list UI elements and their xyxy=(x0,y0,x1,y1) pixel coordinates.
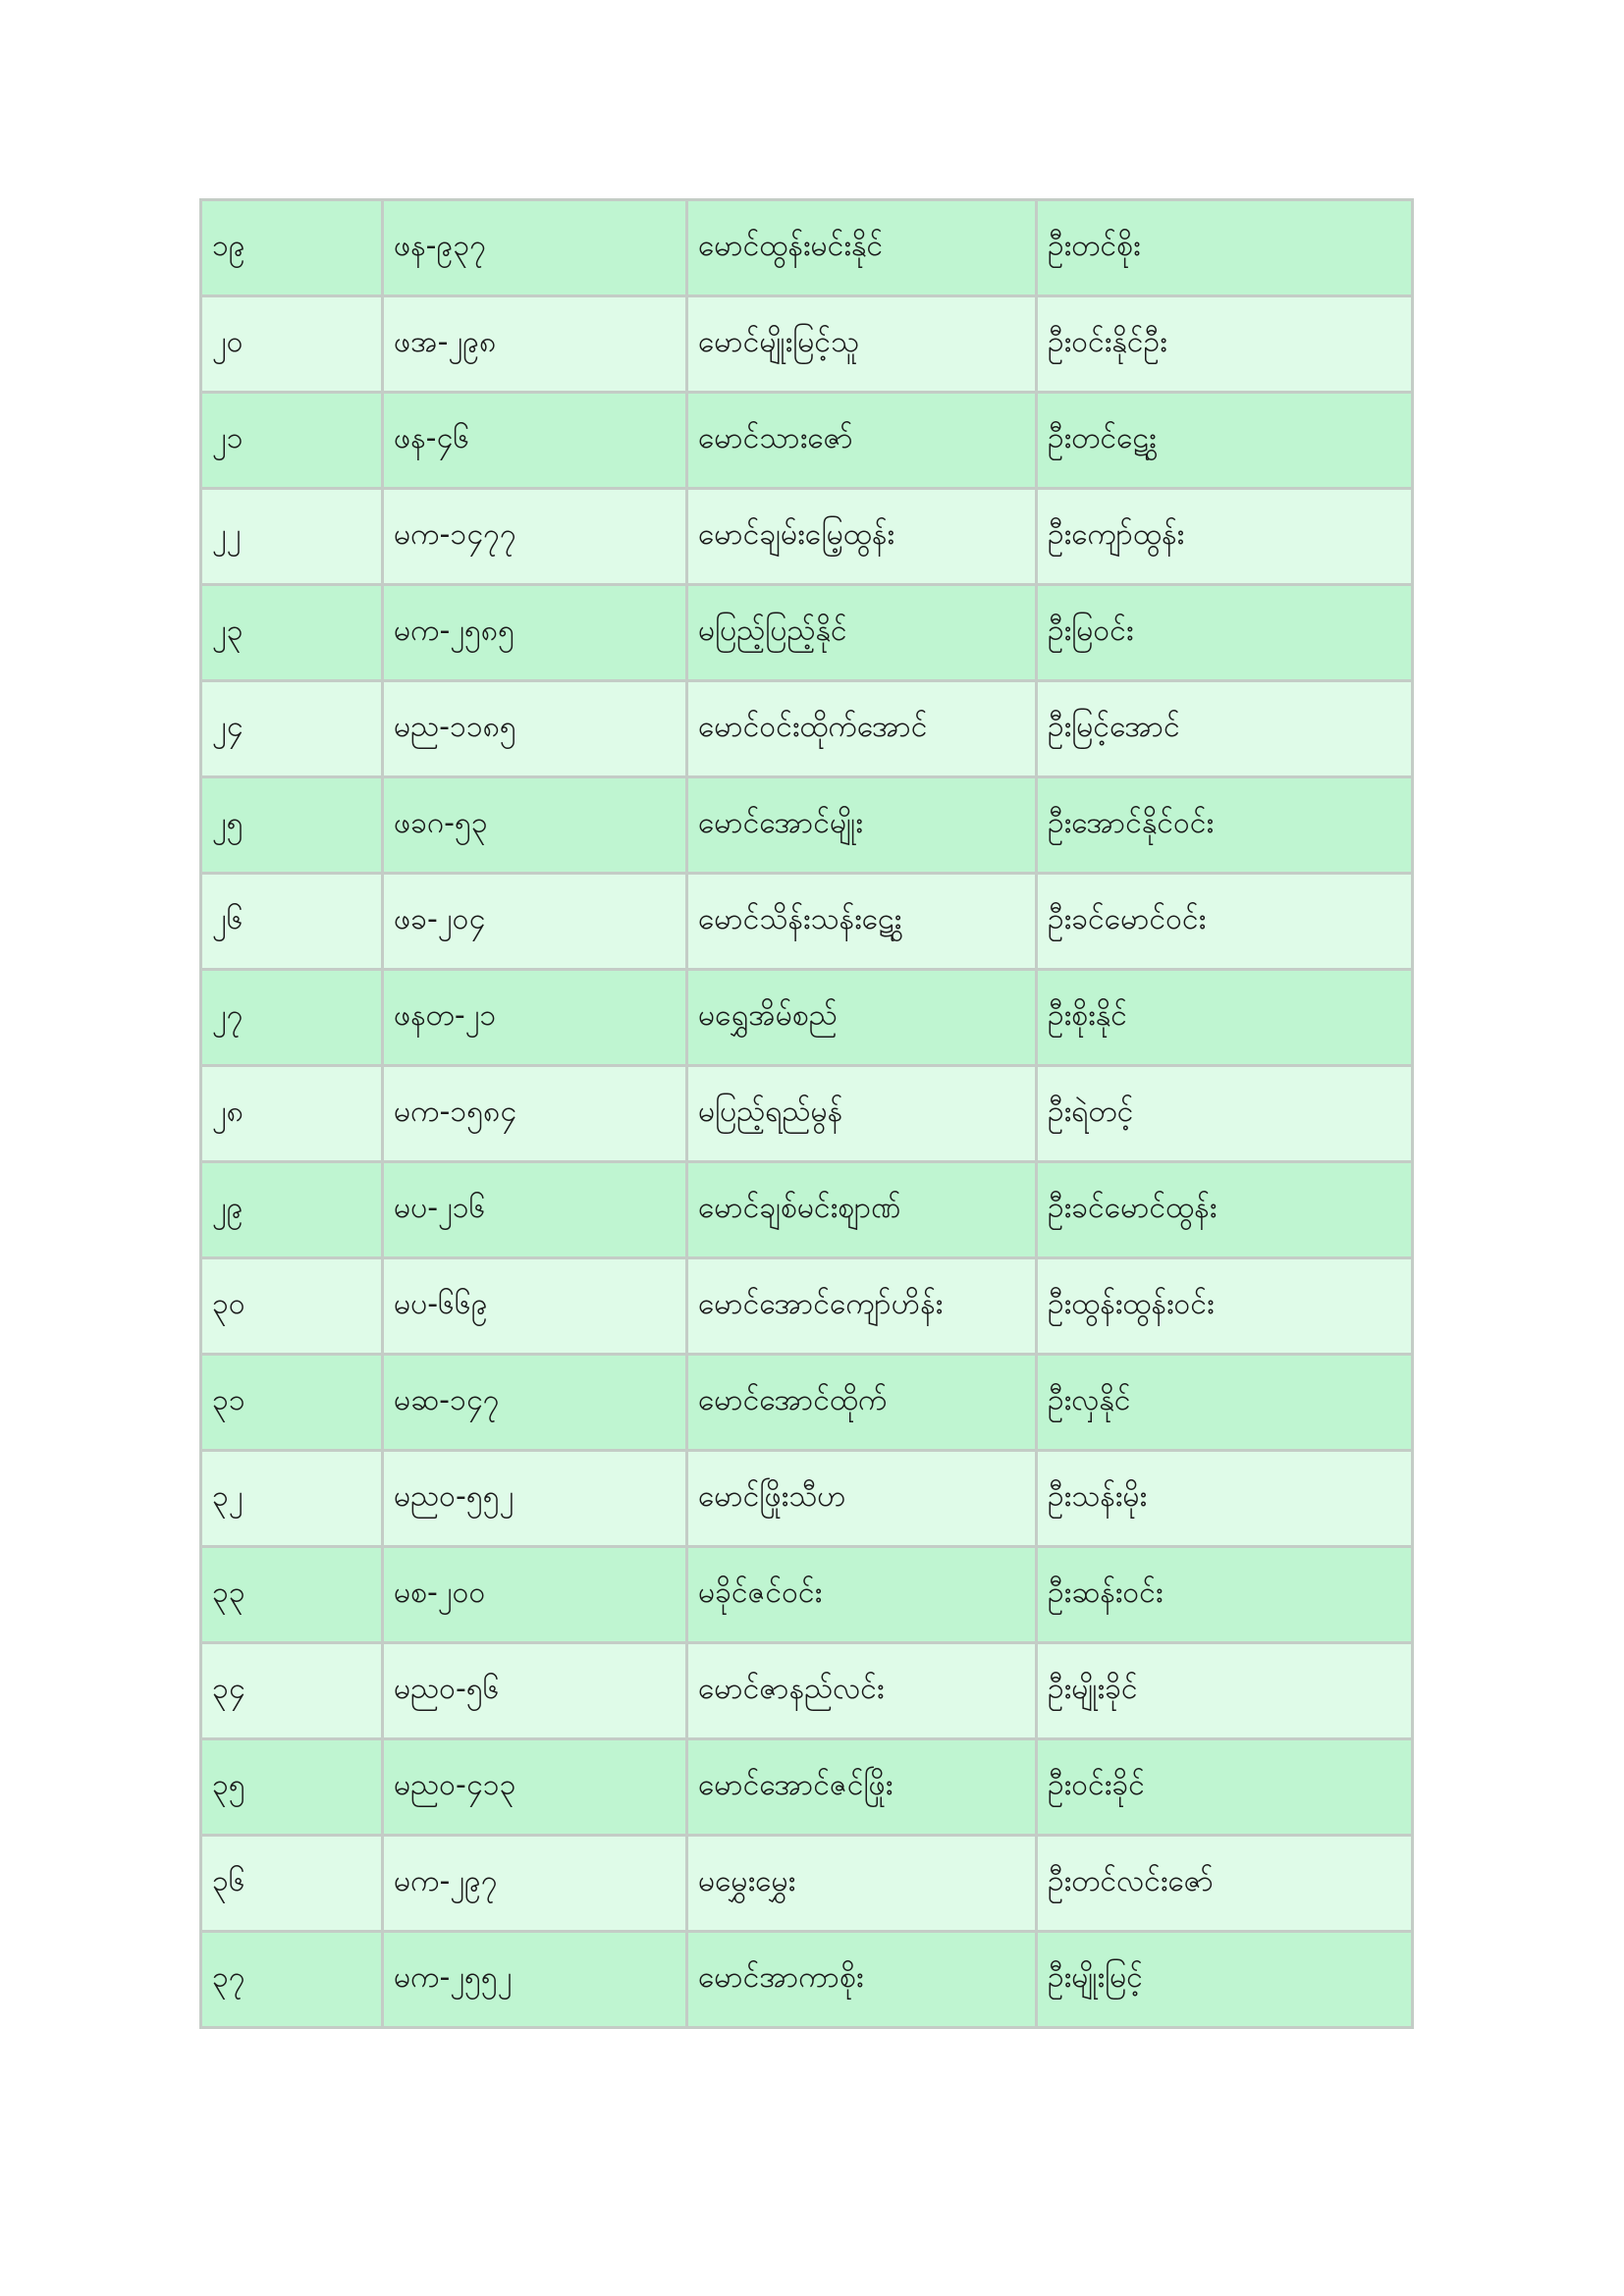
table-row xyxy=(201,681,1413,777)
registration-number-cell: မက-၂၅၅၂ xyxy=(383,1932,687,2028)
serial-number-cell: ၁၉ xyxy=(201,200,383,296)
father-name-cell: ဦးဝင်းခိုင် xyxy=(1037,1739,1413,1836)
father-name-cell: ဦးထွန်းထွန်းဝင်း xyxy=(1037,1258,1413,1355)
father-name-cell: ဦးတင်လင်းဇော် xyxy=(1037,1836,1413,1932)
serial-number-cell: ၂၂ xyxy=(201,489,383,585)
father-name-cell: ဦးခင်မောင်ထွန်း xyxy=(1037,1162,1413,1258)
table-row xyxy=(201,1258,1413,1355)
serial-number-cell: ၂၀ xyxy=(201,296,383,393)
father-name-cell: ဦးဆန်းဝင်း xyxy=(1037,1547,1413,1643)
table-row xyxy=(201,1739,1413,1836)
student-name-cell: မမွှေးမွှေး xyxy=(687,1836,1037,1932)
registration-number-cell: ဖနတ-၂၁ xyxy=(383,970,687,1066)
father-name-cell: ဦးမြင့်အောင် xyxy=(1037,681,1413,777)
father-name-cell: ဦးခင်မောင်ဝင်း xyxy=(1037,874,1413,970)
registration-number-cell: မက-၂၉၇ xyxy=(383,1836,687,1932)
student-name-cell: မောင်မျိုးမြင့်သူ xyxy=(687,296,1037,393)
student-name-cell: မပြည့်ရည်မွန် xyxy=(687,1066,1037,1162)
serial-number-cell: ၃၃ xyxy=(201,1547,383,1643)
table-row xyxy=(201,393,1413,489)
table-body xyxy=(201,200,1413,2028)
table-row xyxy=(201,1355,1413,1451)
serial-number-cell: ၃၂ xyxy=(201,1451,383,1547)
serial-number-cell: ၃၇ xyxy=(201,1932,383,2028)
table-row xyxy=(201,200,1413,296)
registration-number-cell: ဖန-၄၆ xyxy=(383,393,687,489)
student-name-cell: မောင်ချစ်မင်းစျာဏ် xyxy=(687,1162,1037,1258)
student-name-cell: မောင်အာကာစိုး xyxy=(687,1932,1037,2028)
table-row xyxy=(201,1451,1413,1547)
student-name-cell: မောင်ထွန်းမင်းနိုင် xyxy=(687,200,1037,296)
student-table xyxy=(199,198,1414,2029)
serial-number-cell: ၂၅ xyxy=(201,777,383,874)
registration-number-cell: မည-၁၁၈၅ xyxy=(383,681,687,777)
father-name-cell: ဦးကျော်ထွန်း xyxy=(1037,489,1413,585)
table-row xyxy=(201,1932,1413,2028)
serial-number-cell: ၂၆ xyxy=(201,874,383,970)
student-name-cell: မောင်ဇာနည်လင်း xyxy=(687,1643,1037,1739)
father-name-cell: ဦးရဲတင့် xyxy=(1037,1066,1413,1162)
serial-number-cell: ၃၄ xyxy=(201,1643,383,1739)
serial-number-cell: ၂၇ xyxy=(201,970,383,1066)
student-name-cell: မောင်အောင်ကျော်ဟိန်း xyxy=(687,1258,1037,1355)
registration-number-cell: မပ-၂၁၆ xyxy=(383,1162,687,1258)
registration-number-cell: မည၀-၅၆ xyxy=(383,1643,687,1739)
father-name-cell: ဦးမျိုးခိုင် xyxy=(1037,1643,1413,1739)
table-row xyxy=(201,489,1413,585)
serial-number-cell: ၂၈ xyxy=(201,1066,383,1162)
table-row xyxy=(201,1547,1413,1643)
student-name-cell: မပြည့်ပြည့်နိုင် xyxy=(687,585,1037,681)
table-row xyxy=(201,874,1413,970)
father-name-cell: ဦးဝင်းနိုင်ဦး xyxy=(1037,296,1413,393)
student-name-cell: မောင်အောင်မျိုး xyxy=(687,777,1037,874)
student-name-cell: မောင်အောင်ဇင်ဖြိုး xyxy=(687,1739,1037,1836)
registration-number-cell: ဖန-၉၃၇ xyxy=(383,200,687,296)
serial-number-cell: ၂၉ xyxy=(201,1162,383,1258)
table-row xyxy=(201,585,1413,681)
table-row xyxy=(201,1836,1413,1932)
student-name-cell: မောင်သားဇော် xyxy=(687,393,1037,489)
father-name-cell: ဦးတင်စိုး xyxy=(1037,200,1413,296)
serial-number-cell: ၂၃ xyxy=(201,585,383,681)
serial-number-cell: ၂၁ xyxy=(201,393,383,489)
registration-number-cell: မဆ-၁၄၇ xyxy=(383,1355,687,1451)
student-name-cell: မောင်ဖြိုးသီဟ xyxy=(687,1451,1037,1547)
father-name-cell: ဦးမြဝင်း xyxy=(1037,585,1413,681)
registration-number-cell: မစ-၂၀၀ xyxy=(383,1547,687,1643)
father-name-cell: ဦးစိုးနိုင် xyxy=(1037,970,1413,1066)
student-name-cell: မောင်ဝင်းထိုက်အောင် xyxy=(687,681,1037,777)
registration-number-cell: မည၀-၄၁၃ xyxy=(383,1739,687,1836)
serial-number-cell: ၂၄ xyxy=(201,681,383,777)
serial-number-cell: ၃၁ xyxy=(201,1355,383,1451)
registration-number-cell: မပ-၆၆၉ xyxy=(383,1258,687,1355)
registration-number-cell: မည၀-၅၅၂ xyxy=(383,1451,687,1547)
serial-number-cell: ၃၅ xyxy=(201,1739,383,1836)
registration-number-cell: ဖခဂ-၅၃ xyxy=(383,777,687,874)
table-row xyxy=(201,1066,1413,1162)
table-row xyxy=(201,970,1413,1066)
table-row xyxy=(201,296,1413,393)
table-row xyxy=(201,1162,1413,1258)
father-name-cell: ဦးတင်ဋွေး xyxy=(1037,393,1413,489)
serial-number-cell: ၃၀ xyxy=(201,1258,383,1355)
student-name-cell: မခိုင်ဇင်ဝင်း xyxy=(687,1547,1037,1643)
table-row xyxy=(201,777,1413,874)
registration-number-cell: မက-၁၅၈၄ xyxy=(383,1066,687,1162)
registration-number-cell: ဖအ-၂၉၈ xyxy=(383,296,687,393)
father-name-cell: ဦးအောင်နိုင်ဝင်း xyxy=(1037,777,1413,874)
student-name-cell: မောင်ချမ်းမြေ့ထွန်း xyxy=(687,489,1037,585)
serial-number-cell: ၃၆ xyxy=(201,1836,383,1932)
registration-number-cell: မက-၂၅၈၅ xyxy=(383,585,687,681)
student-name-cell: မောင်အောင်ထိုက် xyxy=(687,1355,1037,1451)
student-name-cell: မရွှေအိမ်စည် xyxy=(687,970,1037,1066)
table-row xyxy=(201,1643,1413,1739)
father-name-cell: ဦးလှနိုင် xyxy=(1037,1355,1413,1451)
father-name-cell: ဦးသန်းမိုး xyxy=(1037,1451,1413,1547)
father-name-cell: ဦးမျိုးမြင့် xyxy=(1037,1932,1413,2028)
registration-number-cell: မက-၁၄၇၇ xyxy=(383,489,687,585)
student-name-cell: မောင်သိန်းသန်းဋွေး xyxy=(687,874,1037,970)
registration-number-cell: ဖခ-၂၀၄ xyxy=(383,874,687,970)
